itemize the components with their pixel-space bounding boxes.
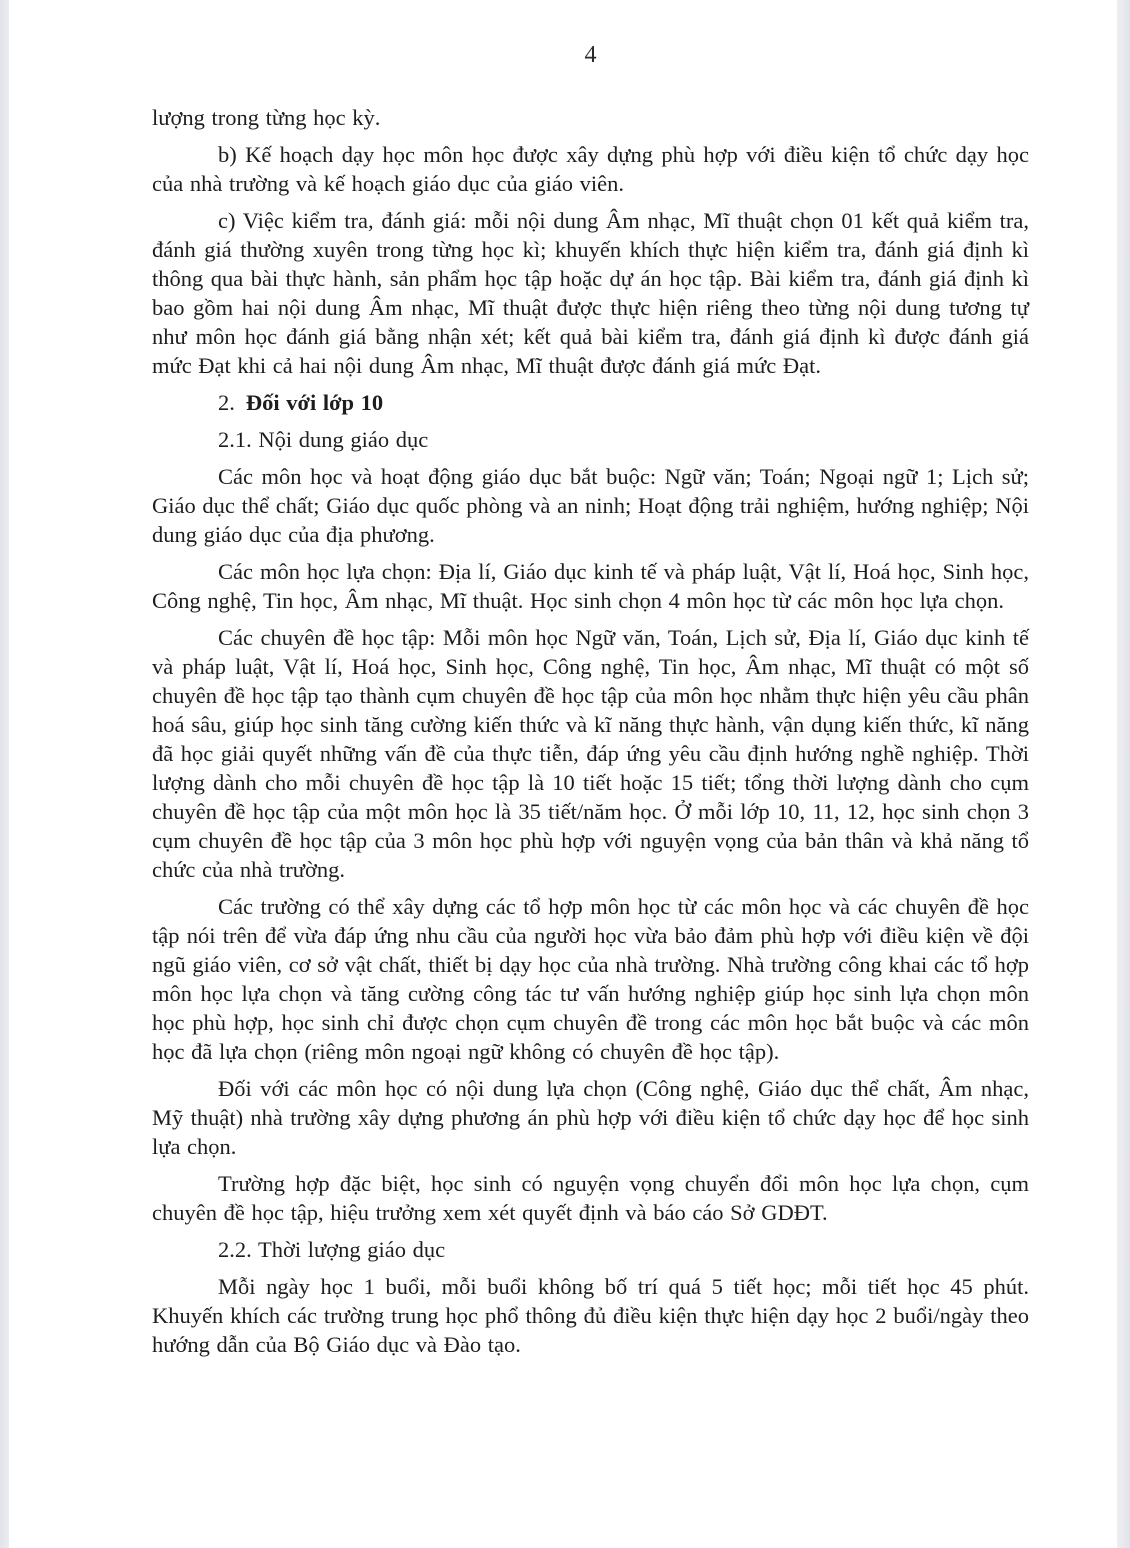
page-number: 4 [584, 42, 597, 68]
body-paragraph: Mỗi ngày học 1 buổi, mỗi buổi không bố trí quá 5 tiết học; mỗi tiết học 45 phút. Khuyến khích các trường trung học phổ thông đủ điều kiện thực hiện dạy học 2 buổi/ngày theo hướng dẫn của Bộ Giáo dục và Đào tạo. [152, 1274, 1029, 1357]
section-heading [152, 388, 1029, 417]
body-paragraph: Các môn học lựa chọn: Địa lí, Giáo dục kinh tế và pháp luật, Vật lí, Hoá học, Sinh học, Công nghệ, Tin học, Âm nhạc, Mĩ thuật. Học sinh chọn 4 môn học từ các môn học lựa chọn. [152, 559, 1029, 613]
body-paragraph: Các chuyên đề học tập: Mỗi môn học Ngữ văn, Toán, Lịch sử, Địa lí, Giáo dục kinh tế và pháp luật, Vật lí, Hoá học, Sinh học, Công nghệ, Tin học, Âm nhạc, Mĩ thuật có một số chuyên đề học tập tạo thành cụm chuyên đề học tập của môn học nhằm thực hiện yêu cầu phân hoá sâu, giúp học sinh tăng cường kiến thức và kĩ năng thực hành, vận dụng kiến thức, kĩ năng đã học giải quyết những vấn đề của thực tiễn, đáp ứng yêu cầu định hướng nghề nghiệp. Thời lượng dành cho mỗi chuyên đề học tập là 10 tiết hoặc 15 tiết; tổng thời lượng dành cho cụm chuyên đề học tập của một môn học là 35 tiết/năm học. Ở mỗi lớp 10, 11, 12, học sinh chọn 3 cụm chuyên đề học tập của 3 môn học phù hợp với nguyện vọng của bản thân và khả năng tổ chức của nhà trường. [152, 625, 1029, 882]
subsection-heading: 2.2. Thời lượng giáo dục [218, 1237, 446, 1262]
page-edge-left [0, 0, 9, 1548]
subsection-heading: 2.1. Nội dung giáo dục [218, 427, 429, 452]
body-paragraph: b) Kế hoạch dạy học môn học được xây dựng phù hợp với điều kiện tổ chức dạy học của nhà trường và kế hoạch giáo dục của giáo viên. [152, 142, 1029, 196]
body-paragraph: Đối với các môn học có nội dung lựa chọn (Công nghệ, Giáo dục thể chất, Âm nhạc, Mỹ thuật) nhà trường xây dựng phương án phù hợp với điều kiện tổ chức dạy học để học sinh lựa chọn. [152, 1076, 1029, 1159]
page-edge-right [1117, 0, 1130, 1548]
document-body [152, 40, 1029, 1367]
body-paragraph: c) Việc kiểm tra, đánh giá: mỗi nội dung Âm nhạc, Mĩ thuật chọn 01 kết quả kiểm tra, đánh giá thường xuyên trong từng học kì; khuyến khích thực hiện kiểm tra, đánh giá định kì thông qua bài thực hành, sản phẩm học tập hoặc dự án học tập. Bài kiểm tra, đánh giá định kì bao gồm hai nội dung Âm nhạc, Mĩ thuật được thực hiện riêng theo từng nội dung tương tự như môn học đánh giá bằng nhận xét; kết quả bài kiểm tra, đánh giá định kì được đánh giá mức Đạt khi cả hai nội dung Âm nhạc, Mĩ thuật được đánh giá mức Đạt. [152, 208, 1029, 378]
body-paragraph: Trường hợp đặc biệt, học sinh có nguyện vọng chuyển đổi môn học lựa chọn, cụm chuyên đề học tập, hiệu trưởng xem xét quyết định và báo cáo Sở GDĐT. [152, 1171, 1029, 1225]
body-paragraph: Các trường có thể xây dựng các tổ hợp môn học từ các môn học và các chuyên đề học tập nói trên để vừa đáp ứng nhu cầu của người học vừa bảo đảm phù hợp với điều kiện về đội ngũ giáo viên, cơ sở vật chất, thiết bị dạy học của nhà trường. Nhà trường công khai các tổ hợp môn học lựa chọn và tăng cường công tác tư vấn hướng nghiệp giúp học sinh lựa chọn môn học phù hợp, học sinh chỉ được chọn cụm chuyên đề trong các môn học bắt buộc và các môn học đã lựa chọn (riêng môn ngoại ngữ không có chuyên đề học tập). [152, 894, 1029, 1064]
section-number: 2. [218, 390, 235, 415]
section-title: Đối với lớp 10 [245, 390, 384, 415]
body-paragraph: Các môn học và hoạt động giáo dục bắt buộc: Ngữ văn; Toán; Ngoại ngữ 1; Lịch sử; Giáo dục thể chất; Giáo dục quốc phòng và an ninh; Hoạt động trải nghiệm, hướng nghiệp; Nội dung giáo dục của địa phương. [152, 464, 1029, 547]
body-paragraph: lượng trong từng học kỳ. [152, 105, 381, 130]
